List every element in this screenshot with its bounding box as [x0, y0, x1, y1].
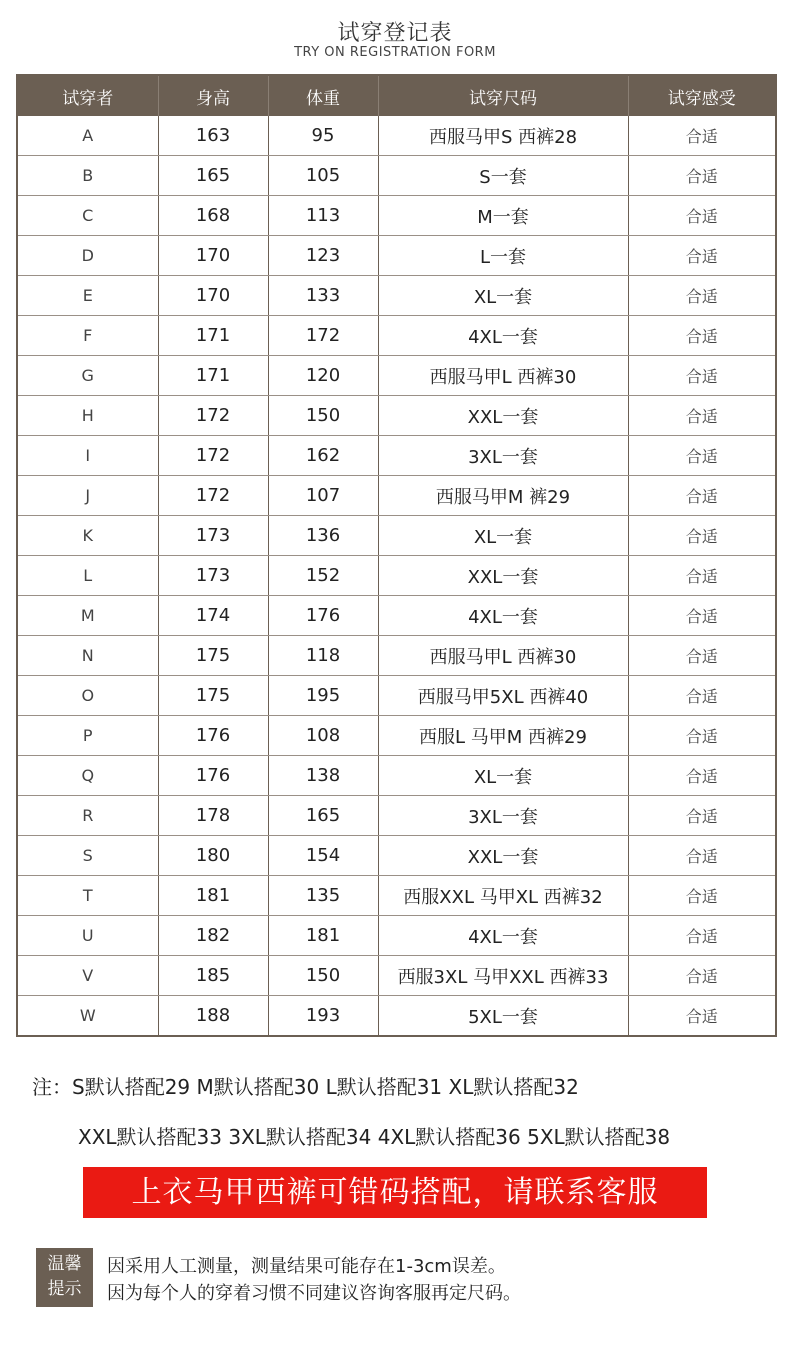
- cell-size: XXL一套: [378, 836, 628, 876]
- cell-size: 3XL一套: [378, 796, 628, 836]
- cell-size: 西服马甲M 裤29: [378, 476, 628, 516]
- tips-label-line-1: 温馨: [47, 1254, 82, 1274]
- cell-height: 163: [158, 116, 268, 156]
- cell-height: 178: [158, 796, 268, 836]
- cell-tester: A: [17, 116, 158, 156]
- cell-size: 4XL一套: [378, 916, 628, 956]
- cell-tester: B: [17, 156, 158, 196]
- cell-height: 173: [158, 556, 268, 596]
- cell-feeling: 合适: [628, 676, 776, 716]
- column-header-weight: 体重: [268, 75, 378, 116]
- cell-tester: P: [17, 716, 158, 756]
- cell-tester: U: [17, 916, 158, 956]
- cell-height: 176: [158, 756, 268, 796]
- table-row: [17, 316, 776, 356]
- cell-tester: H: [17, 396, 158, 436]
- cell-size: 西服马甲S 西裤28: [378, 116, 628, 156]
- cell-feeling: 合适: [628, 196, 776, 236]
- cell-weight: 193: [268, 996, 378, 1037]
- tips-label-line-2: 提示: [47, 1279, 82, 1299]
- cell-size: L一套: [378, 236, 628, 276]
- cell-height: 182: [158, 916, 268, 956]
- cell-size: 4XL一套: [378, 316, 628, 356]
- cell-feeling: 合适: [628, 276, 776, 316]
- table-row: [17, 116, 776, 156]
- cell-feeling: 合适: [628, 516, 776, 556]
- cell-height: 172: [158, 476, 268, 516]
- cell-height: 175: [158, 636, 268, 676]
- cell-feeling: 合适: [628, 956, 776, 996]
- table-row: [17, 396, 776, 436]
- cell-tester: C: [17, 196, 158, 236]
- cell-feeling: 合适: [628, 596, 776, 636]
- cell-tester: I: [17, 436, 158, 476]
- cell-height: 185: [158, 956, 268, 996]
- cell-feeling: 合适: [628, 476, 776, 516]
- table-row: [17, 356, 776, 396]
- cell-weight: 107: [268, 476, 378, 516]
- registration-table: [16, 74, 777, 1037]
- cell-tester: G: [17, 356, 158, 396]
- cell-height: 172: [158, 436, 268, 476]
- table-row: [17, 996, 776, 1037]
- cell-size: 西服马甲L 西裤30: [378, 636, 628, 676]
- cell-weight: 150: [268, 956, 378, 996]
- cell-weight: 162: [268, 436, 378, 476]
- table-row: [17, 236, 776, 276]
- cell-weight: 176: [268, 596, 378, 636]
- cell-tester: F: [17, 316, 158, 356]
- cell-feeling: 合适: [628, 356, 776, 396]
- cell-feeling: 合适: [628, 796, 776, 836]
- cell-feeling: 合适: [628, 116, 776, 156]
- cell-size: 西服马甲5XL 西裤40: [378, 676, 628, 716]
- cell-tester: J: [17, 476, 158, 516]
- table-row: [17, 556, 776, 596]
- cell-weight: 135: [268, 876, 378, 916]
- cell-tester: T: [17, 876, 158, 916]
- cell-height: 176: [158, 716, 268, 756]
- column-header-tester: 试穿者: [17, 75, 158, 116]
- table-row: [17, 196, 776, 236]
- cell-height: 173: [158, 516, 268, 556]
- table-row: [17, 836, 776, 876]
- cell-height: 172: [158, 396, 268, 436]
- cell-weight: 136: [268, 516, 378, 556]
- cell-weight: 120: [268, 356, 378, 396]
- table-row: [17, 796, 776, 836]
- cell-size: XXL一套: [378, 556, 628, 596]
- cell-weight: 152: [268, 556, 378, 596]
- cell-weight: 195: [268, 676, 378, 716]
- cell-weight: 105: [268, 156, 378, 196]
- cell-feeling: 合适: [628, 836, 776, 876]
- cell-size: XL一套: [378, 276, 628, 316]
- table-row: [17, 156, 776, 196]
- cell-weight: 113: [268, 196, 378, 236]
- cell-tester: W: [17, 996, 158, 1037]
- cell-height: 171: [158, 356, 268, 396]
- cell-feeling: 合适: [628, 396, 776, 436]
- cell-size: 4XL一套: [378, 596, 628, 636]
- cell-weight: 138: [268, 756, 378, 796]
- cell-feeling: 合适: [628, 316, 776, 356]
- cell-size: 西服XXL 马甲XL 西裤32: [378, 876, 628, 916]
- cell-weight: 172: [268, 316, 378, 356]
- cell-tester: V: [17, 956, 158, 996]
- page-title: 试穿登记表: [337, 21, 453, 46]
- table-row: [17, 956, 776, 996]
- cell-height: 168: [158, 196, 268, 236]
- cell-size: M一套: [378, 196, 628, 236]
- cell-feeling: 合适: [628, 556, 776, 596]
- table-row: [17, 876, 776, 916]
- table-row: [17, 916, 776, 956]
- cell-height: 170: [158, 276, 268, 316]
- cell-weight: 133: [268, 276, 378, 316]
- cell-tester: D: [17, 236, 158, 276]
- cell-size: 3XL一套: [378, 436, 628, 476]
- cell-weight: 165: [268, 796, 378, 836]
- cell-weight: 108: [268, 716, 378, 756]
- cell-height: 165: [158, 156, 268, 196]
- cell-tester: K: [17, 516, 158, 556]
- table-row: [17, 436, 776, 476]
- cell-feeling: 合适: [628, 236, 776, 276]
- cell-height: 188: [158, 996, 268, 1037]
- cell-tester: S: [17, 836, 158, 876]
- cell-tester: E: [17, 276, 158, 316]
- mix-size-banner: 上衣马甲西裤可错码搭配，请联系客服: [83, 1167, 707, 1218]
- cell-size: XL一套: [378, 756, 628, 796]
- cell-size: XL一套: [378, 516, 628, 556]
- tip-line-2: 因为每个人的穿着习惯不同建议咨询客服再定尺码。: [107, 1283, 521, 1304]
- cell-size: 西服L 马甲M 西裤29: [378, 716, 628, 756]
- cell-height: 171: [158, 316, 268, 356]
- cell-feeling: 合适: [628, 156, 776, 196]
- cell-feeling: 合适: [628, 716, 776, 756]
- cell-tester: M: [17, 596, 158, 636]
- cell-size: 西服马甲L 西裤30: [378, 356, 628, 396]
- cell-height: 181: [158, 876, 268, 916]
- table-row: [17, 716, 776, 756]
- table-body: [17, 116, 776, 1036]
- cell-tester: L: [17, 556, 158, 596]
- cell-feeling: 合适: [628, 756, 776, 796]
- table-row: [17, 756, 776, 796]
- sizing-note-line-2: XXL默认搭配33 3XL默认搭配34 4XL默认搭配36 5XL默认搭配38: [78, 1125, 671, 1149]
- cell-height: 170: [158, 236, 268, 276]
- cell-weight: 123: [268, 236, 378, 276]
- cell-height: 174: [158, 596, 268, 636]
- cell-feeling: 合适: [628, 636, 776, 676]
- cell-height: 180: [158, 836, 268, 876]
- cell-weight: 181: [268, 916, 378, 956]
- cell-height: 175: [158, 676, 268, 716]
- tip-line-1: 因采用人工测量，测量结果可能存在1-3cm误差。: [107, 1256, 506, 1277]
- cell-feeling: 合适: [628, 916, 776, 956]
- cell-tester: N: [17, 636, 158, 676]
- table-row: [17, 596, 776, 636]
- table-row: [17, 676, 776, 716]
- column-header-height: 身高: [158, 75, 268, 116]
- cell-weight: 95: [268, 116, 378, 156]
- table-row: [17, 636, 776, 676]
- cell-weight: 154: [268, 836, 378, 876]
- cell-weight: 118: [268, 636, 378, 676]
- sizing-note-line-1: 注：S默认搭配29 M默认搭配30 L默认搭配31 XL默认搭配32: [32, 1075, 579, 1099]
- column-header-size: 试穿尺码: [378, 75, 628, 116]
- cell-tester: R: [17, 796, 158, 836]
- column-header-feeling: 试穿感受: [628, 75, 776, 116]
- cell-size: 5XL一套: [378, 996, 628, 1037]
- cell-weight: 150: [268, 396, 378, 436]
- cell-size: 西服3XL 马甲XXL 西裤33: [378, 956, 628, 996]
- cell-feeling: 合适: [628, 876, 776, 916]
- cell-tester: Q: [17, 756, 158, 796]
- cell-tester: O: [17, 676, 158, 716]
- table-row: [17, 516, 776, 556]
- cell-size: S一套: [378, 156, 628, 196]
- table-row: [17, 276, 776, 316]
- table-header: [17, 75, 776, 116]
- cell-size: XXL一套: [378, 396, 628, 436]
- table-row: [17, 476, 776, 516]
- cell-feeling: 合适: [628, 436, 776, 476]
- cell-feeling: 合适: [628, 996, 776, 1037]
- page-subtitle: TRY ON REGISTRATION FORM: [294, 45, 496, 60]
- tips-label: [36, 1248, 93, 1307]
